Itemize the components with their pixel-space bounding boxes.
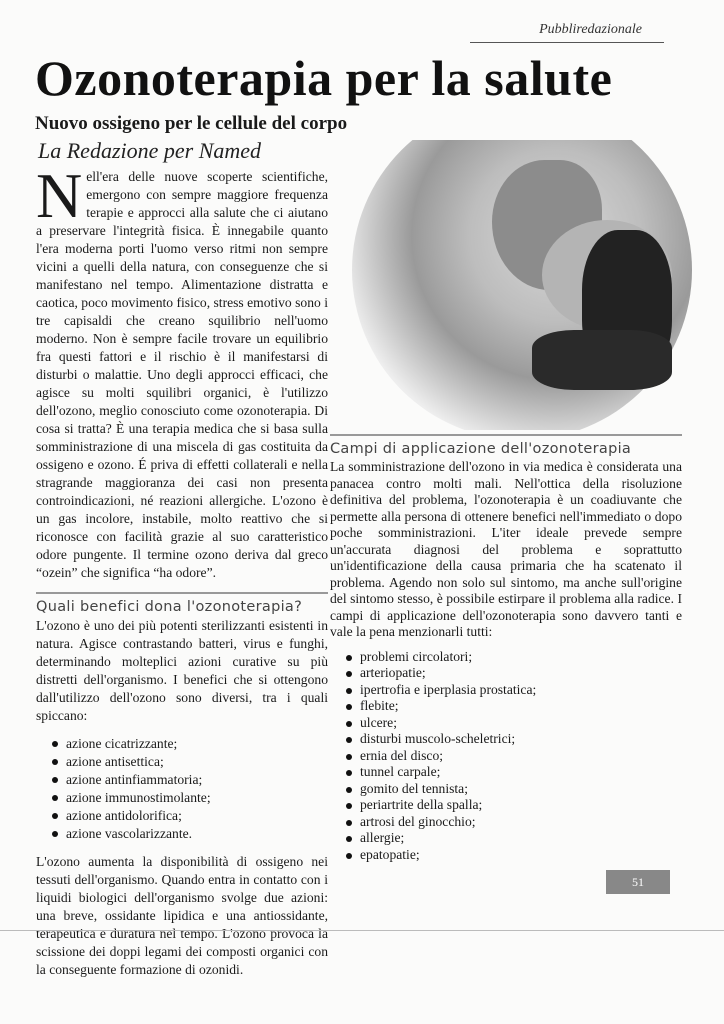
section-heading-benefits: Quali benefici dona l'ozonoterapia? xyxy=(36,592,328,617)
article-byline: La Redazione per Named xyxy=(38,138,262,163)
list-item: azione cicatrizzante; xyxy=(50,735,328,753)
header-divider xyxy=(470,42,664,43)
intro-paragraph xyxy=(36,160,328,582)
benefits-paragraph-2: L'ozono aumenta la disponibilità di ossigeno nei tessuti dell'organismo. Quando entra in contatto con i liquidi biologici dell'organismo svolge due azioni: una breve, ossidante lipidica e una antiossidante, terapeutica e duratura nel tempo. L'ozono provoca la scissione dei doppi legami dei composti organici con la conseguente formazione di ozonidi. xyxy=(36,854,328,977)
couple-photo xyxy=(332,140,692,430)
list-item: ulcere; xyxy=(344,715,682,732)
list-item: azione vascolarizzante. xyxy=(50,825,328,843)
section-heading-applications: Campi di applicazione dell'ozonoterapia xyxy=(330,434,682,459)
list-item: azione antidolorifica; xyxy=(50,807,328,825)
list-item: flebite; xyxy=(344,698,682,715)
list-item: disturbi muscolo-scheletrici; xyxy=(344,731,682,748)
article-title: Ozonoterapia per la salute xyxy=(35,50,613,106)
list-item: gomito del tennista; xyxy=(344,781,682,798)
left-column xyxy=(36,160,328,979)
article-subtitle: Nuovo ossigeno per le cellule del corpo xyxy=(35,113,348,134)
list-item: allergie; xyxy=(344,830,682,847)
list-item: periartrite della spalla; xyxy=(344,797,682,814)
list-item: epatopatie; xyxy=(344,847,682,864)
photo-shirt xyxy=(532,330,672,390)
applications-paragraph: La somministrazione dell'ozono in via medica è considerata una panacea contro molti mali. Nell'ottica della risoluzione definitiva del problema, l'ozonoterapia è un coadiuvante che permette alla persona di ottenere benefici nell'immediato o dopo poche somministrazioni. L'iter ideale prevede sempre un'accurata diagnosi del problema e soprattutto un'identificazione della causa primaria che ha scatenato il problema. Agendo non solo sul sintomo, ma anche sull'origine del sintomo stesso, è possibile estirpare il problema alla radice. I campi di applicazione dell'ozonoterapia sono davvero tanti e vale la pena menzionarli tutti: xyxy=(330,459,682,639)
benefits-list xyxy=(36,735,328,843)
section-label: Pubbliredazionale xyxy=(539,22,642,37)
right-column xyxy=(330,434,682,863)
list-item: azione immunostimolante; xyxy=(50,789,328,807)
list-item: problemi circolatori; xyxy=(344,649,682,666)
drop-cap: N xyxy=(36,160,83,231)
intro-text: ell'era delle nuove scoperte scientifiche, emergono con sempre maggiore frequenza terapie e approcci alla salute che ci aiutano a preservare l'integrità fisica. È innegabile quanto l'era moderna porti l'uomo verso ritmi non sempre vicini a quelli della natura, con conseguenze che si manifestano nel tempo. Alimentazione distratta e caotica, poco movimento fisico, stress emotivo sono i tre capisaldi che creano squilibrio nell'uomo moderno. Non è sempre facile trovare un equilibrio fra questi fattori e il rischio è il manifestarsi di disturbi o malattie. Uno degli approcci efficaci, che agisce su molti squilibri organici, è l'utilizzo dell'ozono, meglio conosciuto come ozonoterapia. Di cosa si tratta? È una terapia medica che si basa sulla somministrazione di una miscela di gas costituita da ossigeno e ozono. É priva di effetti collaterali e nella stragrande maggioranza dei casi non presenta controindicazioni, né reazioni allergiche. L'ozono è un gas incolore, instabile, molto reattivo che si riconosce con facilità grazie al suo caratteristico odore pungente. Il termine ozono deriva dal greco “ozein” che significa “ha odore”. xyxy=(36,169,328,580)
list-item: arteriopatie; xyxy=(344,665,682,682)
list-item: azione antinfiammatoria; xyxy=(50,771,328,789)
list-item: artrosi del ginocchio; xyxy=(344,814,682,831)
list-item: tunnel carpale; xyxy=(344,764,682,781)
benefits-paragraph-1: L'ozono è uno dei più potenti sterilizzanti esistenti in natura. Agisce contrastando batteri, virus e funghi, determinando molteplici azioni curative su più distretti dell'organismo. I benefici che si ottengono dall'utilizzo dell'ozono sono diversi, tra i quali spiccano: xyxy=(36,618,328,723)
list-item: ernia del disco; xyxy=(344,748,682,765)
page-number: 51 xyxy=(606,870,670,894)
applications-list xyxy=(330,649,682,864)
list-item: ipertrofia e iperplasia prostatica; xyxy=(344,682,682,699)
list-item: azione antisettica; xyxy=(50,753,328,771)
footer-divider xyxy=(0,930,724,931)
